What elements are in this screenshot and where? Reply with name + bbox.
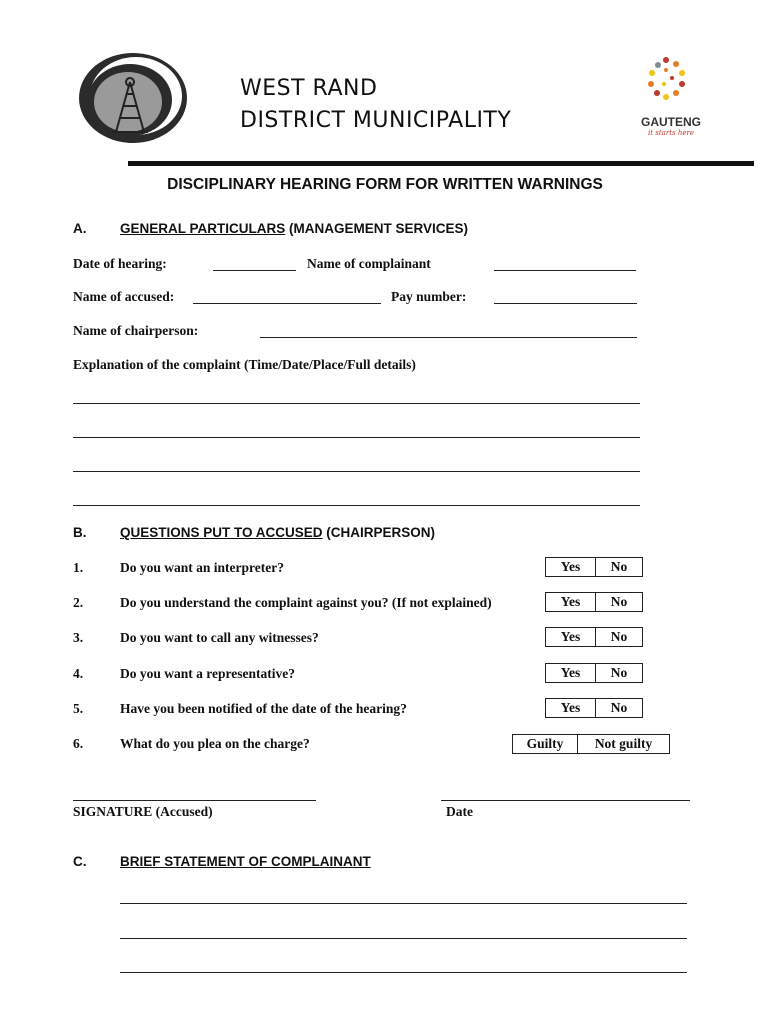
pay-number-field[interactable] bbox=[494, 303, 637, 304]
explanation-line[interactable] bbox=[73, 437, 640, 438]
explanation-label: Explanation of the complaint (Time/Date/Place/Full details) bbox=[73, 357, 416, 372]
yes-no-box bbox=[545, 627, 643, 647]
plea-box bbox=[512, 734, 670, 754]
no-option[interactable]: No bbox=[595, 699, 642, 717]
gauteng-label: GAUTENG bbox=[641, 115, 701, 129]
explanation-line[interactable] bbox=[73, 471, 640, 472]
question-number: 2. bbox=[73, 595, 84, 610]
signature-date-label: Date bbox=[446, 804, 473, 819]
question-text: Do you want an interpreter? bbox=[120, 560, 284, 575]
explanation-line[interactable] bbox=[73, 403, 640, 404]
question-text: Do you want a representative? bbox=[120, 666, 295, 681]
chairperson-name-label: Name of chairperson: bbox=[73, 323, 199, 338]
header-rule bbox=[128, 161, 754, 166]
pay-number-label: Pay number: bbox=[391, 289, 467, 304]
yes-option[interactable]: Yes bbox=[560, 559, 581, 574]
yes-option[interactable]: Yes bbox=[560, 665, 581, 680]
gauteng-tagline: it starts here bbox=[648, 129, 694, 137]
yes-no-box bbox=[545, 557, 643, 577]
complainant-name-field[interactable] bbox=[494, 270, 636, 271]
question-number: 3. bbox=[73, 630, 84, 645]
section-b-heading: QUESTIONS PUT TO ACCUSED bbox=[120, 525, 323, 540]
municipality-logo bbox=[78, 52, 188, 144]
accused-signature-line[interactable] bbox=[73, 800, 316, 801]
question-number: 4. bbox=[73, 666, 84, 681]
yes-no-box bbox=[545, 698, 643, 718]
accused-signature-label: SIGNATURE (Accused) bbox=[73, 804, 213, 819]
section-b-letter: B. bbox=[73, 525, 87, 540]
section-c-heading: BRIEF STATEMENT OF COMPLAINANT bbox=[120, 854, 371, 869]
statement-line[interactable] bbox=[120, 972, 687, 973]
question-text: Have you been notified of the date of the hearing? bbox=[120, 701, 407, 716]
section-a-letter: A. bbox=[73, 221, 87, 236]
yes-no-box bbox=[545, 663, 643, 683]
form-title: DISCIPLINARY HEARING FORM FOR WRITTEN WARNINGS bbox=[167, 176, 603, 193]
section-a-heading: GENERAL PARTICULARS bbox=[120, 221, 286, 236]
org-name-line2: DISTRICT MUNICIPALITY bbox=[240, 108, 512, 133]
yes-no-box bbox=[545, 592, 643, 612]
section-b-heading-suffix: (CHAIRPERSON) bbox=[326, 525, 436, 540]
date-of-hearing-label: Date of hearing: bbox=[73, 256, 167, 271]
complainant-name-label: Name of complainant bbox=[307, 256, 431, 271]
guilty-option[interactable]: Guilty bbox=[526, 736, 564, 751]
section-c-letter: C. bbox=[73, 854, 87, 869]
accused-name-label: Name of accused: bbox=[73, 289, 175, 304]
accused-name-field[interactable] bbox=[193, 303, 381, 304]
yes-option[interactable]: Yes bbox=[560, 700, 581, 715]
no-option[interactable]: No bbox=[595, 664, 642, 682]
question-text: Do you want to call any witnesses? bbox=[120, 630, 319, 645]
signature-date-line[interactable] bbox=[441, 800, 690, 801]
no-option[interactable]: No bbox=[595, 593, 642, 611]
date-of-hearing-field[interactable] bbox=[213, 270, 296, 271]
chairperson-name-field[interactable] bbox=[260, 337, 637, 338]
yes-option[interactable]: Yes bbox=[560, 629, 581, 644]
sun-dots-icon bbox=[636, 56, 706, 108]
no-option[interactable]: No bbox=[595, 628, 642, 646]
not-guilty-option[interactable]: Not guilty bbox=[577, 735, 669, 753]
statement-line[interactable] bbox=[120, 903, 687, 904]
question-text: Do you understand the complaint against you? (If not explained) bbox=[120, 595, 492, 610]
yes-option[interactable]: Yes bbox=[560, 594, 581, 609]
gauteng-logo bbox=[636, 56, 706, 138]
section-a-heading-suffix: (MANAGEMENT SERVICES) bbox=[289, 221, 469, 236]
section-a-heading-wrap bbox=[120, 221, 468, 236]
org-name-line1: WEST RAND bbox=[240, 76, 378, 101]
no-option[interactable]: No bbox=[595, 558, 642, 576]
question-number: 1. bbox=[73, 560, 84, 575]
explanation-line[interactable] bbox=[73, 505, 640, 506]
section-b-heading-wrap bbox=[120, 525, 435, 540]
question-text: What do you plea on the charge? bbox=[120, 736, 310, 751]
statement-line[interactable] bbox=[120, 938, 687, 939]
question-number: 6. bbox=[73, 736, 84, 751]
question-number: 5. bbox=[73, 701, 84, 716]
